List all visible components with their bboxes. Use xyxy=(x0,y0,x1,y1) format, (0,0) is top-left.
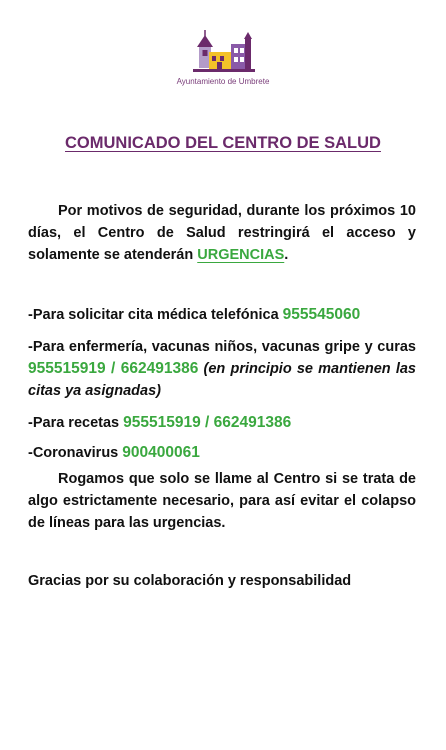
item-cita-phone: 955545060 xyxy=(282,306,361,323)
item-cita-label: -Para solicitar cita médica telefónica xyxy=(28,307,283,323)
item-recetas-label: -Para recetas xyxy=(28,415,124,431)
intro-paragraph xyxy=(28,200,416,266)
intro-text: Por motivos de seguridad, durante los próximos 10 días, el Centro de Salud restringirá el acceso y solamente se atenderán xyxy=(28,203,416,263)
item-enfermeria-phone: 955515919 / 662491386 xyxy=(28,360,199,377)
page-title: COMUNICADO DEL CENTRO DE SALUD xyxy=(65,134,381,152)
town-hall-logo-icon xyxy=(181,30,265,76)
item-coronavirus xyxy=(28,442,416,464)
thanks-line: Gracias por su colaboración y responsabilidad xyxy=(28,573,352,589)
item-recetas-phone: 955515919 / 662491386 xyxy=(123,414,292,431)
intro-end: . xyxy=(284,247,289,263)
item-enfermeria-label: -Para enfermería, vacunas niños, vacunas gripe y curas xyxy=(28,339,416,355)
notice-body xyxy=(28,200,416,592)
logo-caption: Ayuntamiento de Umbrete xyxy=(176,77,270,86)
item-cita xyxy=(28,304,416,326)
urgencias-highlight: URGENCIAS xyxy=(197,247,285,263)
request-paragraph: Rogamos que solo se llame al Centro si se trata de algo estrictamente necesario, para así evitar el colapso de líneas para las urgencias. xyxy=(28,471,416,531)
item-coronavirus-phone: 900400061 xyxy=(122,444,200,461)
item-enfermeria-note: (en principio se mantienen las citas ya asignadas) xyxy=(28,361,416,399)
header-logo xyxy=(0,30,446,86)
item-enfermeria xyxy=(28,336,416,402)
item-recetas xyxy=(28,412,416,434)
item-coronavirus-label: -Coronavirus xyxy=(28,445,123,461)
